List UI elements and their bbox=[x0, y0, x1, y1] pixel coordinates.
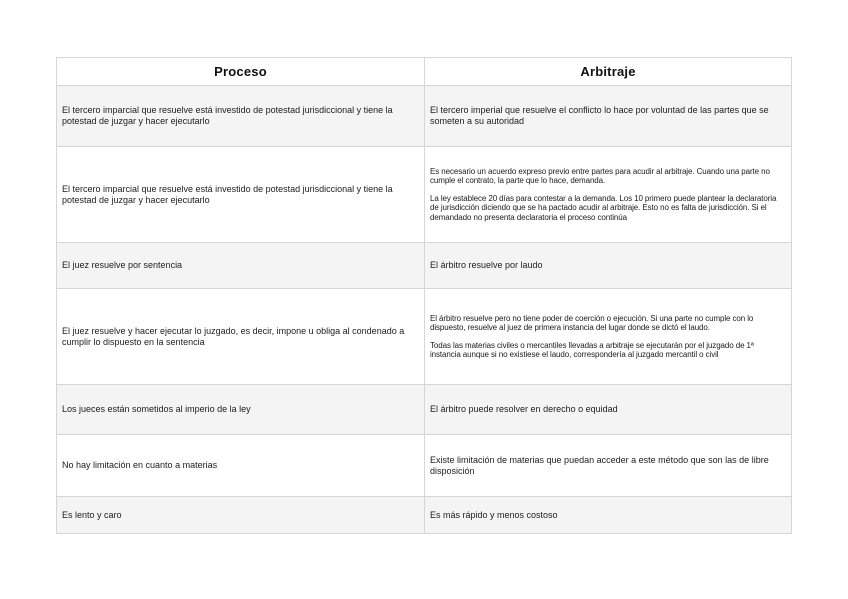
comparison-table bbox=[56, 57, 792, 534]
arbitraje-cell: Existe limitación de materias que puedan acceder a este método que son las de libre disposición bbox=[425, 435, 792, 497]
table-row bbox=[57, 86, 792, 147]
proceso-cell: El tercero imparcial que resuelve está investido de potestad jurisdiccional y tiene la potestad de juzgar y hacer ejecutarlo bbox=[57, 86, 425, 147]
table-header-row bbox=[57, 58, 792, 86]
arbitraje-paragraph: El árbitro resuelve pero no tiene poder de coerción o ejecución. Si una parte no cumple con lo dispuesto, resuelve al juez de primera instancia del lugar donde se dictó el laudo. bbox=[430, 313, 754, 332]
arbitraje-paragraph: La ley establece 20 días para contestar a la demanda. Los 10 primero puede plantear la declaratoria de jurisdicción diciendo que se ha pactado acudir al arbitraje. Esto no es falta de jurisdicción. Si el demandado no presenta declaratoria el proceso continúa bbox=[430, 193, 777, 222]
arbitraje-cell bbox=[425, 147, 792, 243]
table-row bbox=[57, 385, 792, 435]
proceso-cell: Es lento y caro bbox=[57, 497, 425, 534]
proceso-cell: El juez resuelve y hacer ejecutar lo juzgado, es decir, impone u obliga al condenado a cumplir lo dispuesto en la sentencia bbox=[57, 289, 425, 385]
table-row bbox=[57, 497, 792, 534]
table-row bbox=[57, 289, 792, 385]
proceso-cell: El juez resuelve por sentencia bbox=[57, 243, 425, 289]
table-row bbox=[57, 435, 792, 497]
arbitraje-cell: El árbitro resuelve por laudo bbox=[425, 243, 792, 289]
table-row bbox=[57, 147, 792, 243]
header-proceso: Proceso bbox=[57, 58, 425, 86]
arbitraje-paragraph: Todas las materias civiles o mercantiles llevadas a arbitraje se ejecutarán por el juzgado de 1ª instancia aunque si no existiese el laudo, correspondería al juzgado mercantil o civil bbox=[430, 340, 754, 359]
proceso-cell: No hay limitación en cuanto a materias bbox=[57, 435, 425, 497]
arbitraje-cell bbox=[425, 289, 792, 385]
arbitraje-cell: El árbitro puede resolver en derecho o equidad bbox=[425, 385, 792, 435]
arbitraje-cell: El tercero imperial que resuelve el conflicto lo hace por voluntad de las partes que se someten a su autoridad bbox=[425, 86, 792, 147]
arbitraje-cell: Es más rápido y menos costoso bbox=[425, 497, 792, 534]
proceso-cell: El tercero imparcial que resuelve está investido de potestad jurisdiccional y tiene la potestad de juzgar y hacer ejecutarlo bbox=[57, 147, 425, 243]
table-row bbox=[57, 243, 792, 289]
arbitraje-paragraph: Es necesario un acuerdo expreso previo entre partes para acudir al arbitraje. Cuando una parte no cumple el contrato, la parte que lo hace, demanda. bbox=[430, 166, 770, 186]
proceso-cell: Los jueces están sometidos al imperio de la ley bbox=[57, 385, 425, 435]
header-arbitraje: Arbitraje bbox=[425, 58, 792, 86]
